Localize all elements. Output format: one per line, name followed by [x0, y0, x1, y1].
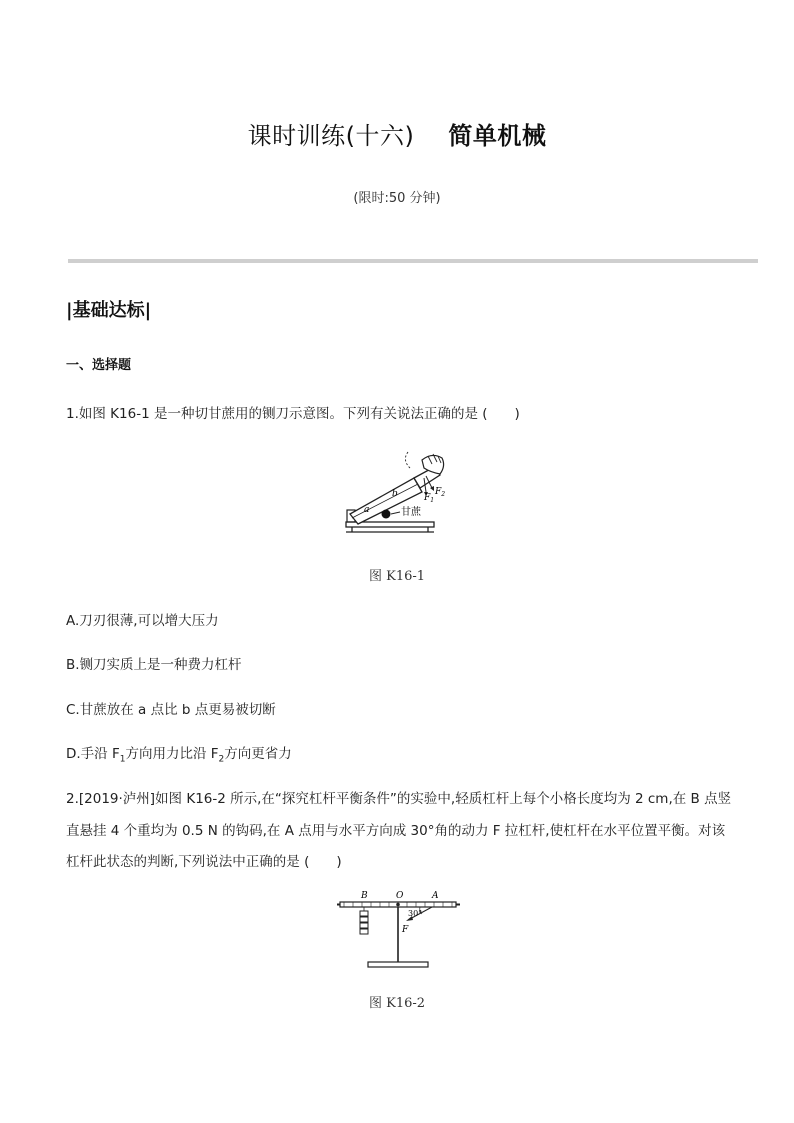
- sugarcane: [382, 510, 391, 519]
- title-main: 简单机械: [448, 122, 547, 150]
- label-f2: $F_2$: [435, 487, 446, 498]
- q1-option-c: C.甘蔗放在 a 点比 b 点更易被切断: [66, 702, 276, 718]
- label-angle: 30°: [408, 909, 423, 918]
- q2-line-2: 直悬挂 4 个重均为 0.5 N 的钩码,在 A 点用与水平方向成 30°角的动力 F 拉杠杆,使杠杆在水平位置平衡。对该: [66, 823, 726, 839]
- figure-caption-k16-1: 图 K16-1: [368, 569, 426, 584]
- q1-option-b: B.铡刀实质上是一种费力杠杆: [66, 657, 242, 673]
- weight: [360, 911, 368, 916]
- page-title: [0, 116, 794, 151]
- q1-option-d: D.手沿 $F_1$方向用力比沿 $F_2$方向更省力: [66, 746, 292, 765]
- figure-k16-1: [344, 448, 454, 538]
- section-title: |基础达标|: [66, 300, 152, 321]
- figure-caption-k16-2: 图 K16-2: [368, 996, 426, 1011]
- label-o: O: [396, 891, 404, 901]
- label-sugarcane: 甘蔗: [401, 507, 421, 518]
- title-prefix: 课时训练(十六): [247, 122, 415, 150]
- force-f2-head: [430, 486, 434, 491]
- label-b: B: [361, 891, 368, 901]
- sub-title: 一、选择题: [66, 358, 132, 373]
- pivot-point: [396, 903, 400, 907]
- figure-k16-2: [336, 886, 462, 970]
- label-a: A: [432, 891, 439, 901]
- sugarcane-pointer: [391, 512, 400, 514]
- weight: [360, 923, 368, 928]
- label-f: F: [402, 925, 409, 935]
- q2-line-1: 2.[2019·泸州]如图 K16-2 所示,在“探究杠杆平衡条件”的实验中,轻质杠杆上每个小格长度均为 2 cm,在 B 点竖: [66, 791, 732, 807]
- weight: [360, 929, 368, 934]
- q1-option-a: A.刀刃很薄,可以增大压力: [66, 613, 219, 629]
- q2-line-3: 杠杆此状态的判断,下列说法中正确的是 ( ): [66, 854, 342, 870]
- divider: [68, 259, 758, 263]
- weight: [360, 917, 368, 922]
- label-a: a: [364, 505, 370, 515]
- label-f1: $F_1$: [424, 493, 435, 504]
- arm-outline: [405, 452, 410, 468]
- time-limit: (限时:50 分钟): [353, 191, 441, 206]
- label-b: b: [392, 489, 398, 499]
- stand-base: [368, 962, 428, 967]
- q1-stem: 1.如图 K16-1 是一种切甘蔗用的铡刀示意图。下列有关说法正确的是 ( ): [66, 406, 520, 422]
